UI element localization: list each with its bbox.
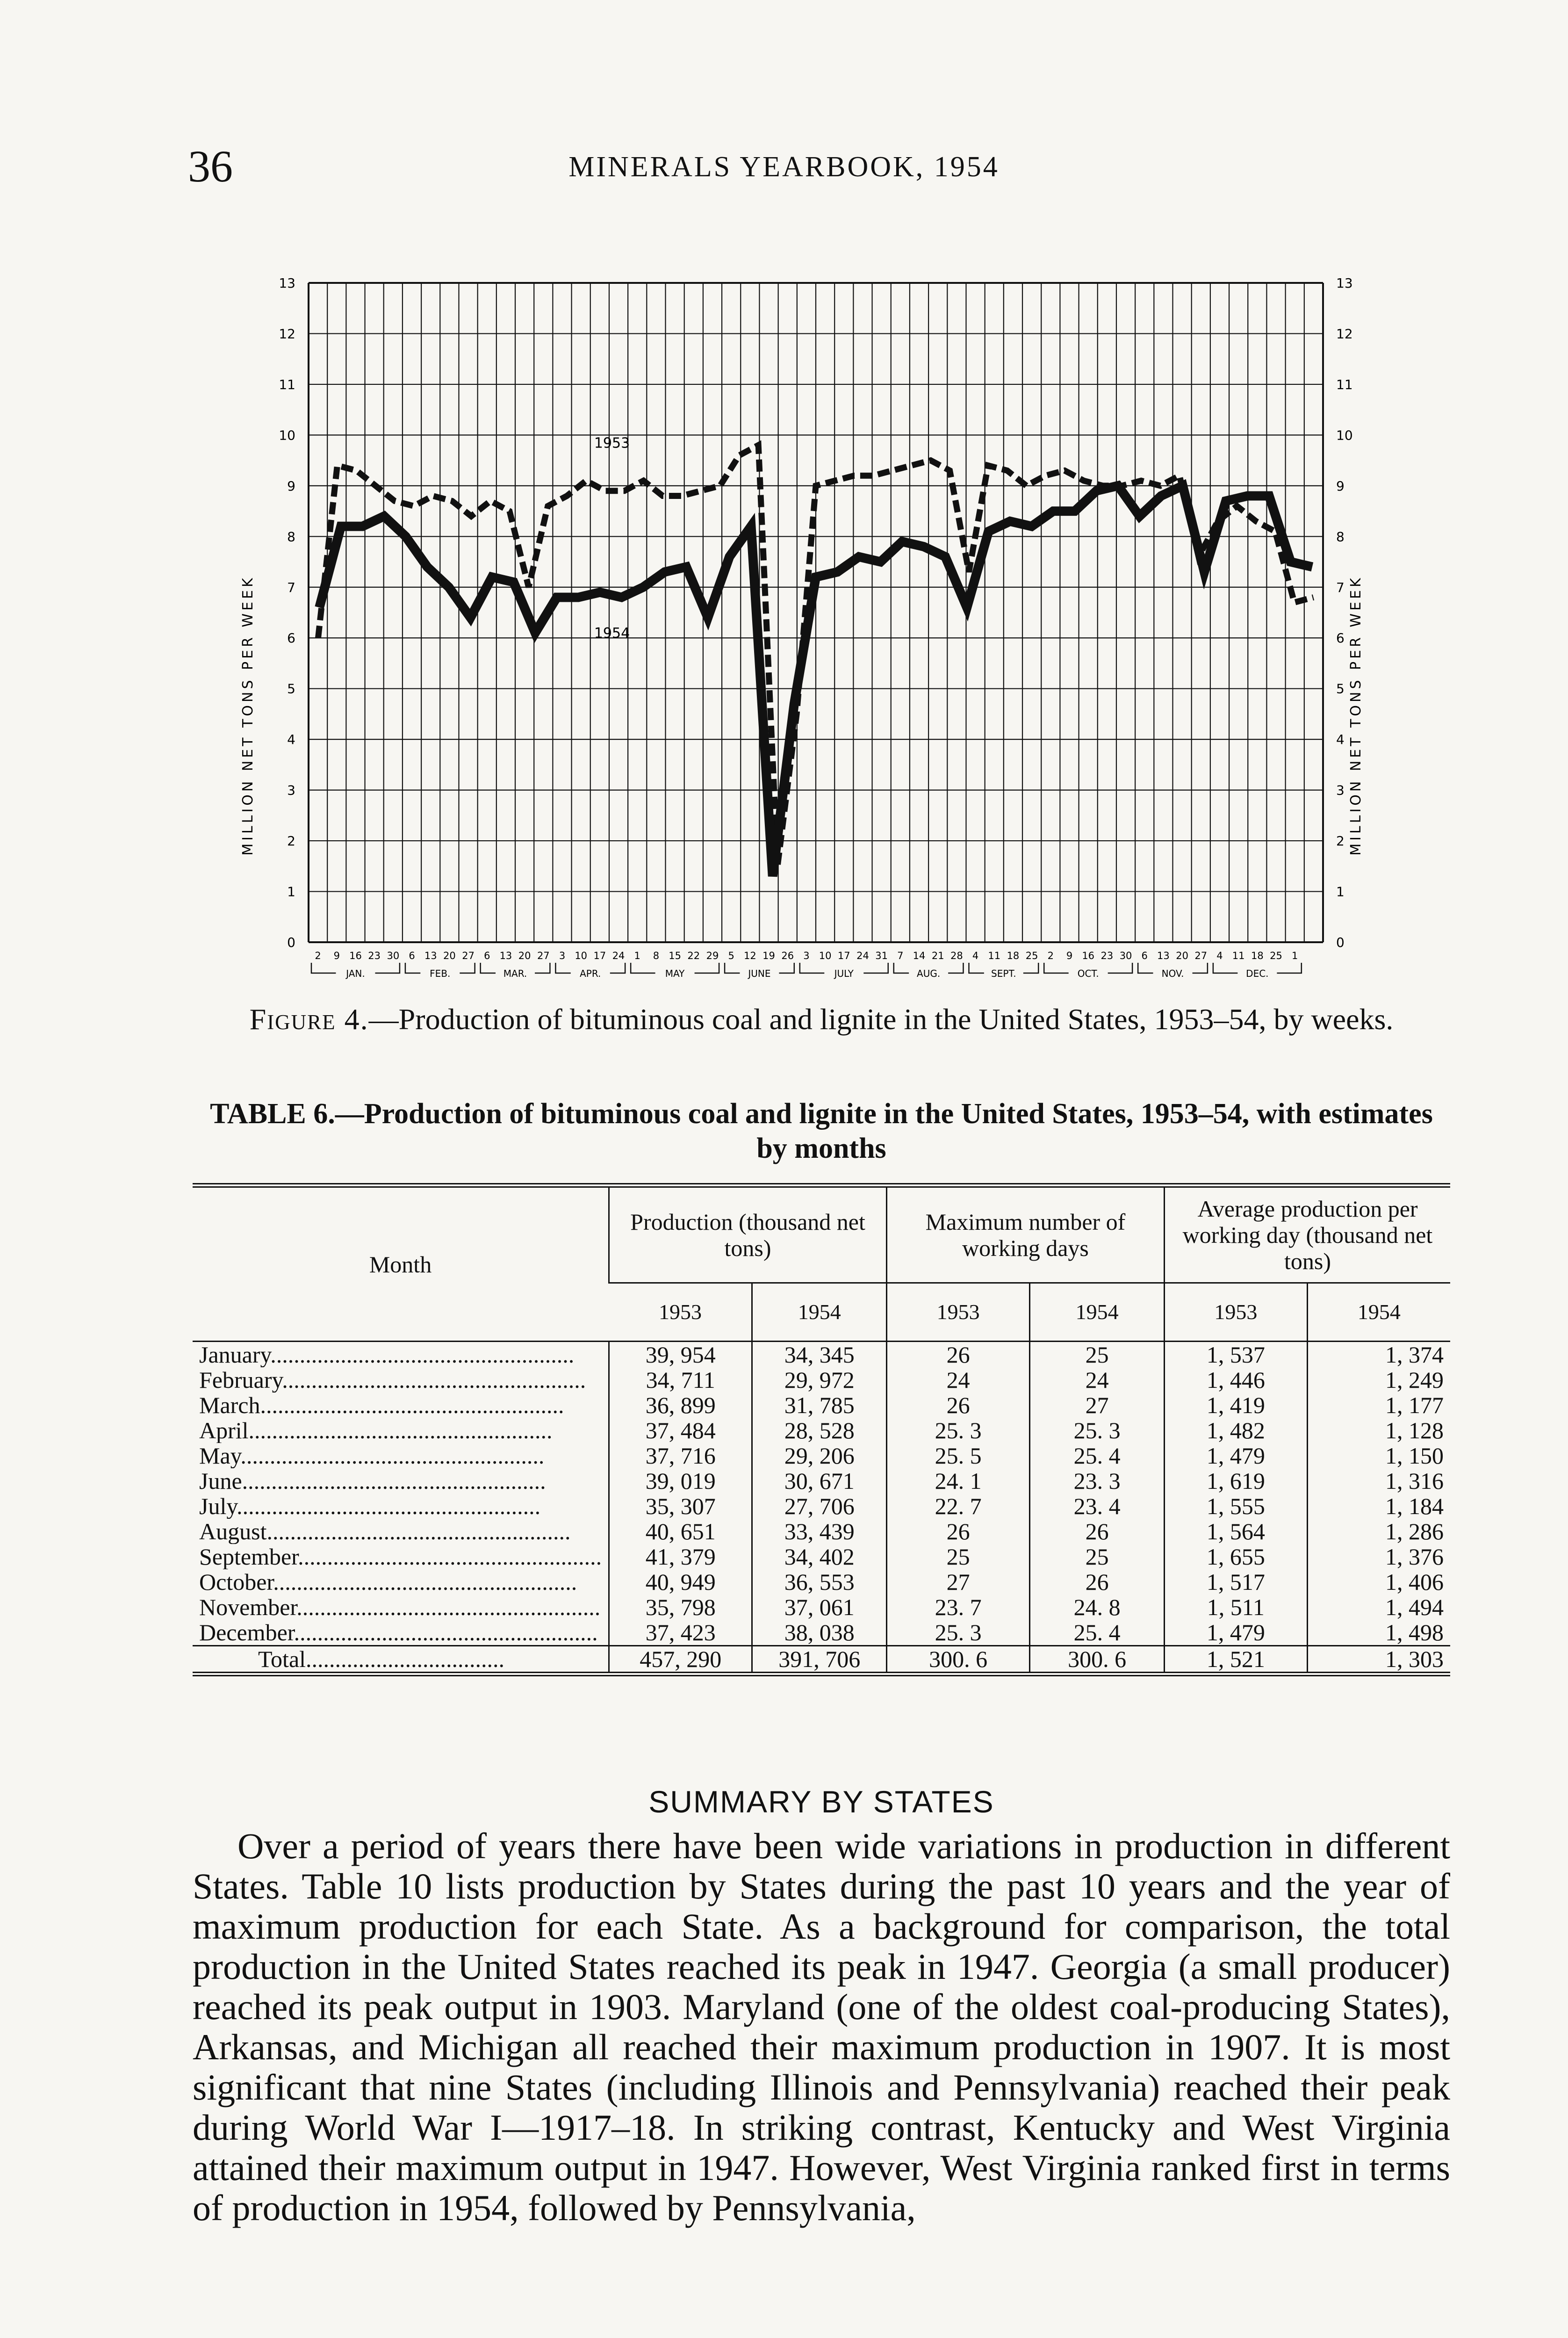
x-tick-label: 1 xyxy=(1292,950,1298,961)
x-tick-label: 27 xyxy=(462,950,475,961)
leader-dots: .................................................... xyxy=(296,1595,601,1620)
year-header: 1953 xyxy=(1164,1283,1307,1342)
value-cell: 37, 716 xyxy=(609,1443,752,1468)
month-label: NOV. xyxy=(1161,968,1184,979)
value-cell: 37, 061 xyxy=(752,1595,887,1620)
y-tick-label: 2 xyxy=(1336,833,1345,849)
month-column-header: Month xyxy=(193,1185,609,1342)
x-tick-label: 21 xyxy=(931,950,944,961)
total-row xyxy=(193,1646,1450,1674)
value-cell: 1, 494 xyxy=(1307,1595,1450,1620)
year-header: 1954 xyxy=(1030,1283,1165,1342)
leader-dots: .................................................... xyxy=(248,1418,553,1443)
value-cell: 36, 899 xyxy=(609,1393,752,1418)
value-cell: 26 xyxy=(887,1342,1030,1368)
x-tick-label: 6 xyxy=(409,950,415,961)
value-cell: 28, 528 xyxy=(752,1418,887,1443)
leader-dots: .................................................... xyxy=(273,1569,577,1595)
value-cell: 27 xyxy=(887,1569,1030,1595)
month-label: MAR. xyxy=(503,968,527,979)
y-axis-left xyxy=(279,275,295,950)
table-row xyxy=(193,1519,1450,1544)
y-tick-label: 12 xyxy=(1336,326,1353,342)
value-cell: 1, 655 xyxy=(1164,1544,1307,1569)
y-tick-label: 5 xyxy=(1336,681,1345,697)
value-cell: 1, 482 xyxy=(1164,1418,1307,1443)
month-label: SEPT. xyxy=(991,968,1016,979)
month-cell: December.................................................... xyxy=(199,1620,598,1645)
y-tick-label: 4 xyxy=(1336,732,1345,748)
y-tick-label: 3 xyxy=(1336,782,1345,798)
table-row xyxy=(193,1494,1450,1519)
y-tick-label: 11 xyxy=(1336,376,1353,392)
x-tick-label: 3 xyxy=(803,950,810,961)
y-tick-label: 8 xyxy=(1336,529,1345,545)
x-tick-label: 13 xyxy=(1157,950,1170,961)
working-days-column-header: Maximum number of working days xyxy=(887,1185,1165,1283)
value-cell: 23. 3 xyxy=(1030,1468,1165,1494)
leader-dots: .................................................... xyxy=(237,1494,541,1519)
year-header: 1954 xyxy=(1307,1283,1450,1342)
x-tick-label: 27 xyxy=(537,950,550,961)
x-tick-label: 12 xyxy=(743,950,756,961)
value-cell: 23. 7 xyxy=(887,1595,1030,1620)
month-cell: March.................................................... xyxy=(199,1393,564,1418)
value-cell: 36, 553 xyxy=(752,1569,887,1595)
x-tick-label: 29 xyxy=(706,950,719,961)
x-tick-label: 13 xyxy=(424,950,437,961)
monthly-production-table xyxy=(193,1183,1450,1676)
x-tick-label: 4 xyxy=(972,950,979,961)
running-title: MINERALS YEARBOOK, 1954 xyxy=(568,151,1000,183)
value-cell: 27, 706 xyxy=(752,1494,887,1519)
value-cell: 26 xyxy=(887,1393,1030,1418)
y-tick-label: 8 xyxy=(287,529,295,545)
x-tick-label: 23 xyxy=(1100,950,1114,961)
value-cell: 24. 1 xyxy=(887,1468,1030,1494)
month-cell: August.................................................... xyxy=(199,1519,571,1544)
x-tick-label: 23 xyxy=(368,950,381,961)
y-axis-label-right: MILLION NET TONS PER WEEK xyxy=(1348,575,1364,856)
table-row xyxy=(193,1443,1450,1468)
y-tick-label: 10 xyxy=(279,427,295,443)
value-cell: 38, 038 xyxy=(752,1620,887,1646)
y-tick-label: 13 xyxy=(1336,275,1353,291)
x-tick-label: 20 xyxy=(1176,950,1188,961)
value-cell: 1, 184 xyxy=(1307,1494,1450,1519)
value-cell: 25. 4 xyxy=(1030,1620,1165,1646)
value-cell: 24. 8 xyxy=(1030,1595,1165,1620)
month-label: JULY xyxy=(834,968,854,979)
value-cell: 1, 150 xyxy=(1307,1443,1450,1468)
value-cell: 37, 423 xyxy=(609,1620,752,1646)
month-cell: April.................................................... xyxy=(199,1418,553,1443)
value-cell: 25. 3 xyxy=(1030,1418,1165,1443)
value-cell: 31, 785 xyxy=(752,1393,887,1418)
figure-caption xyxy=(193,1001,1450,1038)
section-heading: SUMMARY BY STATES xyxy=(648,1784,994,1819)
value-cell: 24 xyxy=(1030,1367,1165,1393)
month-cell: September.................................................... xyxy=(199,1544,602,1569)
value-cell: 1, 286 xyxy=(1307,1519,1450,1544)
value-cell: 1, 511 xyxy=(1164,1595,1307,1620)
leader-dots: .................................................... xyxy=(242,1468,546,1494)
series-labels xyxy=(594,435,630,642)
x-tick-label: 28 xyxy=(950,950,963,961)
y-tick-label: 0 xyxy=(1336,935,1345,950)
value-cell: 25. 3 xyxy=(887,1418,1030,1443)
leader-dots: .................................................... xyxy=(298,1544,602,1569)
value-cell: 27 xyxy=(1030,1393,1165,1418)
total-cell: 1, 303 xyxy=(1307,1646,1450,1674)
production-column-header: Production (thousand net tons) xyxy=(609,1185,887,1283)
value-cell: 25. 5 xyxy=(887,1443,1030,1468)
y-tick-label: 4 xyxy=(287,732,295,748)
y-tick-label: 6 xyxy=(287,630,295,646)
table-body xyxy=(193,1342,1450,1646)
y-tick-label: 10 xyxy=(1336,427,1353,443)
series-label-1954: 1954 xyxy=(594,625,630,642)
y-axis-label-left: MILLION NET TONS PER WEEK xyxy=(240,575,256,856)
x-tick-label: 13 xyxy=(499,950,512,961)
value-cell: 26 xyxy=(1030,1569,1165,1595)
x-tick-label: 10 xyxy=(819,950,832,961)
x-tick-label: 24 xyxy=(612,950,625,961)
value-cell: 25 xyxy=(1030,1342,1165,1368)
page-header xyxy=(0,140,1568,192)
value-cell: 41, 379 xyxy=(609,1544,752,1569)
value-cell: 34, 345 xyxy=(752,1342,887,1368)
x-tick-label: 6 xyxy=(484,950,490,961)
leader-dots: .................................................... xyxy=(270,1342,575,1367)
x-tick-label: 26 xyxy=(781,950,794,961)
x-tick-label: 30 xyxy=(1119,950,1132,961)
leader-dots: .................................................... xyxy=(266,1519,571,1544)
x-tick-label: 27 xyxy=(1194,950,1208,961)
x-tick-label: 17 xyxy=(837,950,850,961)
table-row xyxy=(193,1468,1450,1494)
value-cell: 29, 206 xyxy=(752,1443,887,1468)
value-cell: 26 xyxy=(1030,1519,1165,1544)
y-tick-label: 1 xyxy=(1336,884,1345,900)
value-cell: 39, 954 xyxy=(609,1342,752,1368)
y-tick-label: 11 xyxy=(279,376,295,392)
x-tick-label: 16 xyxy=(1082,950,1095,961)
month-cell: January.................................................... xyxy=(199,1342,575,1367)
value-cell: 37, 484 xyxy=(609,1418,752,1443)
y-tick-label: 9 xyxy=(287,478,295,494)
x-tick-label: 2 xyxy=(1047,950,1054,961)
month-label: DEC. xyxy=(1246,968,1269,979)
month-cell: February.................................................... xyxy=(199,1367,586,1393)
average-production-column-header: Average production per working day (thousand net tons) xyxy=(1164,1185,1450,1283)
value-cell: 33, 439 xyxy=(752,1519,887,1544)
total-cell: 1, 521 xyxy=(1164,1646,1307,1674)
x-tick-label: 20 xyxy=(518,950,531,961)
table-title: TABLE 6.—Production of bituminous coal and lignite in the United States, 1953–54, with estimates by months xyxy=(210,1098,1433,1164)
month-label: AUG. xyxy=(917,968,941,979)
x-tick-label: 25 xyxy=(1025,950,1038,961)
value-cell: 40, 651 xyxy=(609,1519,752,1544)
value-cell: 1, 619 xyxy=(1164,1468,1307,1494)
value-cell: 1, 128 xyxy=(1307,1418,1450,1443)
value-cell: 25 xyxy=(1030,1544,1165,1569)
x-tick-label: 3 xyxy=(559,950,566,961)
month-cell: June.................................................... xyxy=(199,1468,546,1494)
month-label: OCT. xyxy=(1077,968,1099,979)
x-axis-months xyxy=(311,963,1302,979)
x-tick-label: 19 xyxy=(762,950,775,961)
y-tick-label: 13 xyxy=(279,275,295,291)
x-tick-label: 15 xyxy=(669,950,681,961)
total-cell: 300. 6 xyxy=(1030,1646,1165,1674)
value-cell: 1, 479 xyxy=(1164,1443,1307,1468)
x-tick-label: 11 xyxy=(1232,950,1245,961)
x-tick-label: 24 xyxy=(856,950,869,961)
table-row xyxy=(193,1393,1450,1418)
leader-dots: .................................................... xyxy=(240,1443,545,1468)
value-cell: 1, 479 xyxy=(1164,1620,1307,1646)
x-tick-label: 5 xyxy=(728,950,734,961)
table-row xyxy=(193,1620,1450,1646)
leader-dots: .................................. xyxy=(306,1646,505,1672)
value-cell: 25. 3 xyxy=(887,1620,1030,1646)
x-axis-week-ticks xyxy=(315,950,1298,961)
value-cell: 40, 949 xyxy=(609,1569,752,1595)
leader-dots: .................................................... xyxy=(294,1620,598,1645)
x-tick-label: 31 xyxy=(875,950,888,961)
value-cell: 1, 374 xyxy=(1307,1342,1450,1368)
x-tick-label: 6 xyxy=(1141,950,1148,961)
month-label: MAY xyxy=(665,968,685,979)
page-number: 36 xyxy=(188,141,233,191)
leader-dots: .................................................... xyxy=(282,1367,586,1393)
x-tick-label: 20 xyxy=(443,950,456,961)
x-tick-label: 1 xyxy=(634,950,640,961)
value-cell: 1, 376 xyxy=(1307,1544,1450,1569)
year-header: 1953 xyxy=(609,1283,752,1342)
value-cell: 22. 7 xyxy=(887,1494,1030,1519)
total-cell: 391, 706 xyxy=(752,1646,887,1674)
value-cell: 1, 517 xyxy=(1164,1569,1307,1595)
table-row xyxy=(193,1569,1450,1595)
value-cell: 1, 446 xyxy=(1164,1367,1307,1393)
x-tick-label: 10 xyxy=(575,950,588,961)
month-cell: November.................................................... xyxy=(199,1595,601,1620)
value-cell: 1, 498 xyxy=(1307,1620,1450,1646)
weekly-production-chart xyxy=(224,229,1374,987)
value-cell: 30, 671 xyxy=(752,1468,887,1494)
y-tick-label: 0 xyxy=(287,935,295,950)
x-tick-label: 9 xyxy=(333,950,340,961)
value-cell: 1, 406 xyxy=(1307,1569,1450,1595)
y-tick-label: 7 xyxy=(287,579,295,595)
x-tick-label: 7 xyxy=(897,950,904,961)
table-row xyxy=(193,1367,1450,1393)
y-tick-label: 7 xyxy=(1336,579,1345,595)
value-cell: 1, 419 xyxy=(1164,1393,1307,1418)
table-row xyxy=(193,1544,1450,1569)
value-cell: 25. 4 xyxy=(1030,1443,1165,1468)
x-tick-label: 17 xyxy=(593,950,606,961)
month-label: JUNE xyxy=(748,968,771,979)
value-cell: 23. 4 xyxy=(1030,1494,1165,1519)
x-tick-label: 18 xyxy=(1007,950,1020,961)
table-row xyxy=(193,1595,1450,1620)
value-cell: 29, 972 xyxy=(752,1367,887,1393)
year-header: 1953 xyxy=(887,1283,1030,1342)
table-row xyxy=(193,1418,1450,1443)
month-label: JAN. xyxy=(346,968,365,979)
x-tick-label: 25 xyxy=(1270,950,1282,961)
year-header: 1954 xyxy=(752,1283,887,1342)
x-tick-label: 16 xyxy=(349,950,362,961)
value-cell: 35, 307 xyxy=(609,1494,752,1519)
value-cell: 34, 711 xyxy=(609,1367,752,1393)
value-cell: 1, 249 xyxy=(1307,1367,1450,1393)
y-tick-label: 3 xyxy=(287,782,295,798)
x-tick-label: 14 xyxy=(913,950,926,961)
value-cell: 25 xyxy=(887,1544,1030,1569)
series-label-1953: 1953 xyxy=(594,435,630,452)
month-label: FEB. xyxy=(430,968,451,979)
value-cell: 1, 316 xyxy=(1307,1468,1450,1494)
total-label: Total.................................. xyxy=(193,1646,609,1674)
figure-label: Figure 4. xyxy=(249,1003,369,1036)
chart-grid xyxy=(309,283,1323,942)
y-tick-label: 9 xyxy=(1336,478,1345,494)
month-cell: May.................................................... xyxy=(199,1443,545,1468)
x-tick-label: 9 xyxy=(1066,950,1073,961)
y-tick-label: 12 xyxy=(279,326,295,342)
value-cell: 1, 537 xyxy=(1164,1342,1307,1368)
x-tick-label: 30 xyxy=(387,950,400,961)
y-tick-label: 2 xyxy=(287,833,295,849)
value-cell: 34, 402 xyxy=(752,1544,887,1569)
total-cell: 457, 290 xyxy=(609,1646,752,1674)
x-tick-label: 2 xyxy=(315,950,321,961)
value-cell: 35, 798 xyxy=(609,1595,752,1620)
y-tick-label: 6 xyxy=(1336,630,1345,646)
y-tick-label: 1 xyxy=(287,884,295,900)
month-cell: October.................................................... xyxy=(199,1569,577,1595)
month-label: APR. xyxy=(580,968,601,979)
table-row xyxy=(193,1342,1450,1368)
value-cell: 24 xyxy=(887,1367,1030,1393)
x-tick-label: 8 xyxy=(653,950,660,961)
summary-paragraph: Over a period of years there have been wide variations in production in different States. Table 10 lists production by States during the past 10 years and the year of maximum production for each State. As a background for comparison, the total production in the United States reached its peak in 1947. Georgia (a small producer) reached its peak output in 1903. Maryland (one of the oldest coal-producing States), Arkansas, and Michigan all reached their maximum production in 1907. It is most significant that nine States (including Illinois and Pennsylvania) reached their peak during World War I—1917–18. In striking contrast, Kentucky and West Virginia attained their maximum output in 1947. However, West Virginia ranked first in terms of production in 1954, followed by Pennsylvania, xyxy=(193,1826,1450,2228)
total-cell: 300. 6 xyxy=(887,1646,1030,1674)
x-tick-label: 22 xyxy=(687,950,700,961)
x-tick-label: 4 xyxy=(1216,950,1223,961)
value-cell: 1, 177 xyxy=(1307,1393,1450,1418)
value-cell: 1, 555 xyxy=(1164,1494,1307,1519)
value-cell: 1, 564 xyxy=(1164,1519,1307,1544)
value-cell: 39, 019 xyxy=(609,1468,752,1494)
x-tick-label: 11 xyxy=(988,950,1001,961)
x-tick-label: 18 xyxy=(1251,950,1264,961)
leader-dots: .................................................... xyxy=(260,1393,564,1418)
month-cell: July.................................................... xyxy=(199,1494,541,1519)
y-tick-label: 5 xyxy=(287,681,295,697)
value-cell: 26 xyxy=(887,1519,1030,1544)
figure-caption-text: —Production of bituminous coal and lignite in the United States, 1953–54, by weeks. xyxy=(368,1003,1394,1036)
